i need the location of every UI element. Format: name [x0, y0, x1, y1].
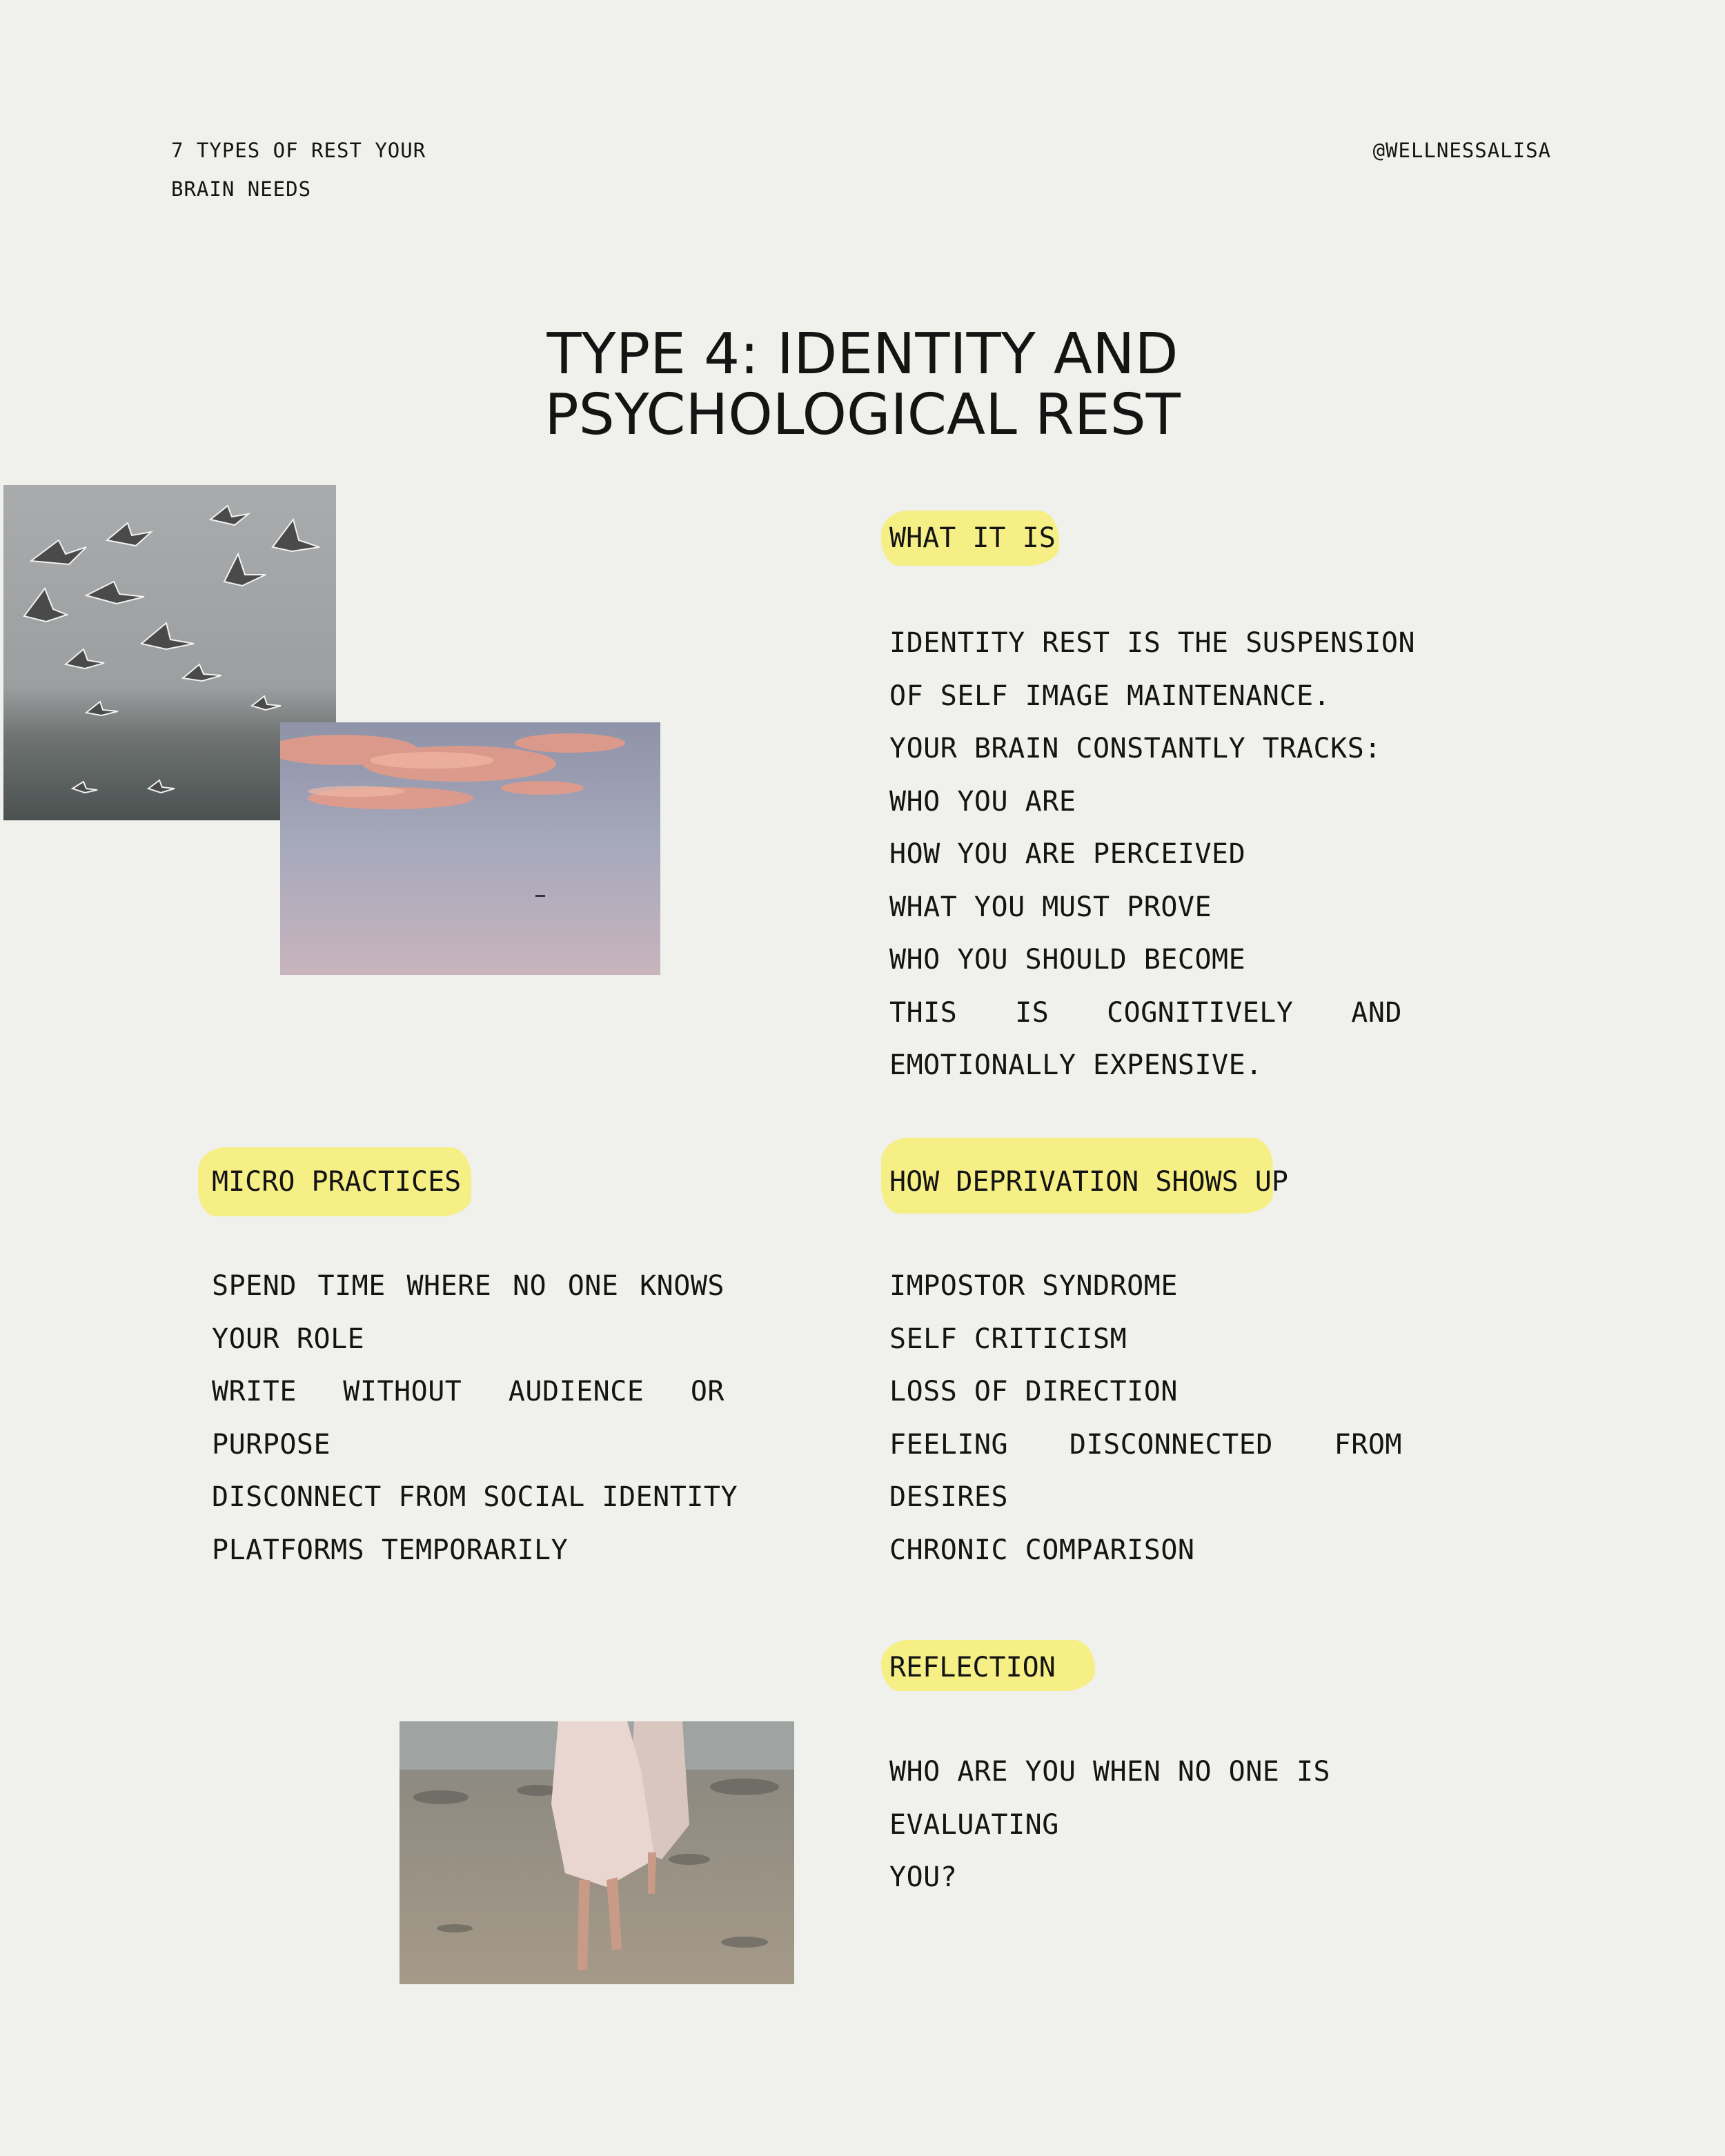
- what-it-is-line: IDENTITY REST IS THE SUSPENSION: [889, 627, 1416, 659]
- page-title-line2: PSYCHOLOGICAL REST: [544, 382, 1181, 448]
- series-title-line2: BRAIN NEEDS: [171, 177, 312, 201]
- deprivation-line: SELF CRITICISM: [889, 1323, 1127, 1355]
- what-it-is-line: WHO YOU SHOULD BECOME: [889, 944, 1246, 976]
- deprivation-text: [889, 1260, 1402, 1576]
- micro-practices-line: WRITE WITHOUT AUDIENCE OR: [212, 1376, 724, 1407]
- deprivation-line: FEELING DISCONNECTED FROM: [889, 1428, 1402, 1461]
- page-title-line1: TYPE 4: IDENTITY AND: [546, 322, 1179, 387]
- what-it-is-line: WHO YOU ARE: [889, 785, 1076, 818]
- micro-practices-line: PURPOSE: [212, 1428, 331, 1461]
- what-it-is-line: YOUR BRAIN CONSTANTLY TRACKS:: [889, 733, 1381, 764]
- pink-sky-photo: [280, 722, 660, 975]
- section-heading-deprivation: [889, 1164, 1288, 1200]
- heading-micro-practices-label: MICRO PRACTICES: [212, 1166, 462, 1198]
- what-it-is-line: OF SELF IMAGE MAINTENANCE.: [889, 680, 1331, 712]
- deprivation-line: CHRONIC COMPARISON: [889, 1534, 1195, 1566]
- heading-what-it-is-label: WHAT IT IS: [889, 522, 1056, 554]
- series-title-line1: 7 TYPES OF REST YOUR: [171, 139, 426, 162]
- micro-practices-line: PLATFORMS TEMPORARILY: [212, 1534, 569, 1566]
- deprivation-line: LOSS OF DIRECTION: [889, 1376, 1178, 1407]
- beach-dress-photo: [400, 1721, 794, 1984]
- micro-practices-line: YOUR ROLE: [212, 1323, 365, 1355]
- section-heading-reflection: [889, 1650, 1056, 1685]
- reflection-line: YOU?: [889, 1861, 958, 1893]
- what-it-is-line: EMOTIONALLY EXPENSIVE.: [889, 1049, 1263, 1081]
- what-it-is-text: [889, 617, 1416, 1092]
- what-it-is-line: HOW YOU ARE PERCEIVED: [889, 838, 1246, 870]
- reflection-line: WHO ARE YOU WHEN NO ONE IS EVALUATING: [889, 1756, 1331, 1841]
- page-title: [0, 324, 1725, 446]
- micro-practices-line: DISCONNECT FROM SOCIAL IDENTITY: [212, 1481, 738, 1513]
- heading-reflection-label: REFLECTION: [889, 1652, 1056, 1683]
- author-handle: @WELLNESSALISA: [1372, 139, 1551, 162]
- section-heading-micro-practices: [212, 1164, 461, 1200]
- heading-deprivation-label: HOW DEPRIVATION SHOWS UP: [889, 1166, 1288, 1198]
- deprivation-line: IMPOSTOR SYNDROME: [889, 1270, 1178, 1302]
- section-heading-what-it-is: [889, 520, 1056, 556]
- what-it-is-line: WHAT YOU MUST PROVE: [889, 891, 1212, 923]
- series-title: [171, 131, 426, 208]
- micro-practices-line: SPEND TIME WHERE NO ONE KNOWS: [212, 1270, 724, 1302]
- deprivation-line: DESIRES: [889, 1481, 1009, 1513]
- what-it-is-line: THIS IS COGNITIVELY AND: [889, 996, 1402, 1029]
- micro-practices-text: [212, 1260, 738, 1576]
- reflection-text: [889, 1745, 1510, 1904]
